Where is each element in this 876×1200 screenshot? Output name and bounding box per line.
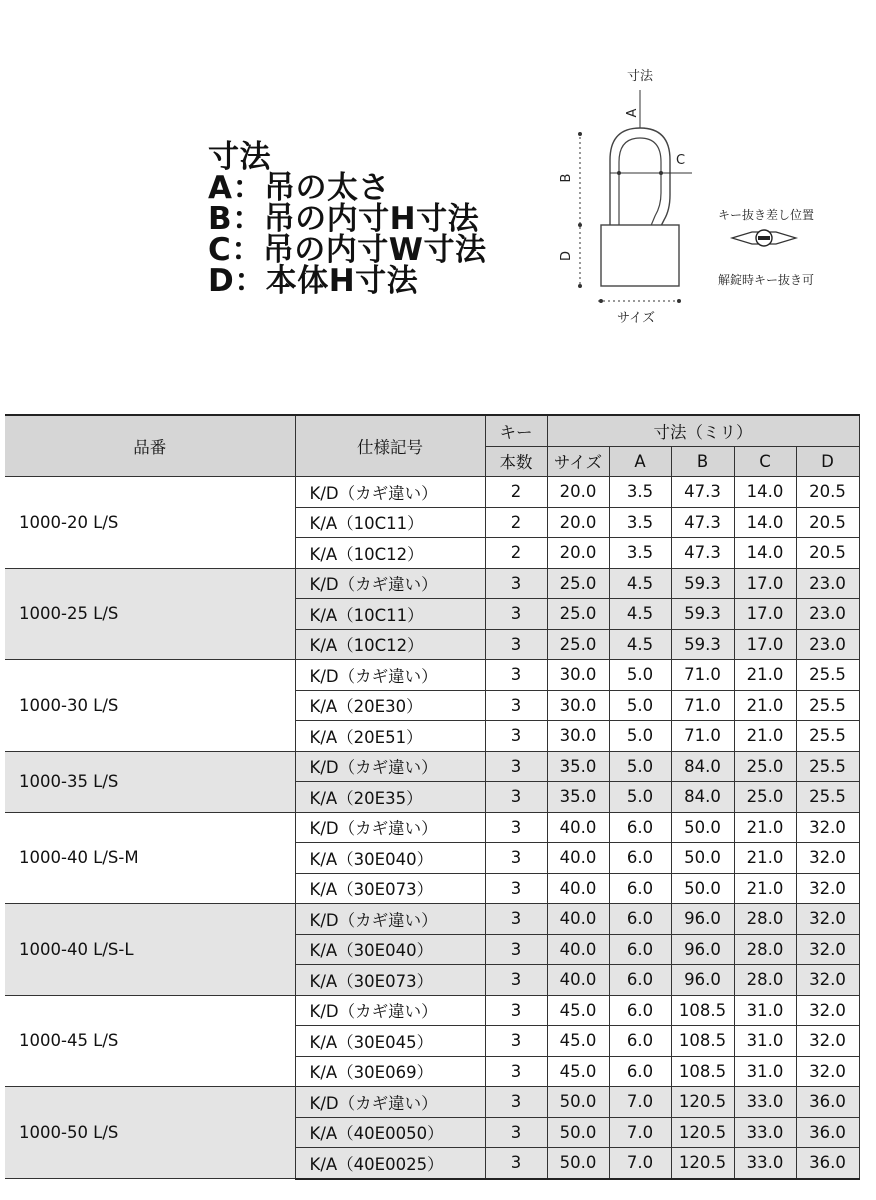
spec-cell: K/D（カギ違い） (295, 660, 485, 691)
spec-cell: K/A（10C12） (295, 629, 485, 660)
spec-cell: K/A（30E069） (295, 1056, 485, 1087)
d-cell: 36.0 (796, 1117, 859, 1148)
b-cell: 84.0 (671, 751, 734, 782)
c-cell: 14.0 (734, 477, 796, 508)
part-number-cell: 1000-50 L/S (5, 1087, 295, 1179)
padlock-drawing (540, 60, 876, 340)
size-cell: 35.0 (547, 782, 609, 813)
a-cell: 5.0 (609, 660, 671, 691)
label-c: C (676, 153, 686, 168)
keys-cell: 3 (485, 751, 547, 782)
a-cell: 3.5 (609, 538, 671, 569)
b-cell: 96.0 (671, 904, 734, 935)
b-cell: 71.0 (671, 660, 734, 691)
table-row (5, 812, 859, 843)
d-cell: 32.0 (796, 965, 859, 996)
header-c: C (734, 446, 796, 477)
c-cell: 21.0 (734, 660, 796, 691)
d-cell: 32.0 (796, 843, 859, 874)
legend-item-c: C：吊の内寸W寸法 (208, 232, 487, 268)
c-cell: 17.0 (734, 629, 796, 660)
b-cell: 59.3 (671, 568, 734, 599)
a-cell: 6.0 (609, 1026, 671, 1057)
d-cell: 36.0 (796, 1148, 859, 1179)
c-cell: 31.0 (734, 1056, 796, 1087)
size-cell: 40.0 (547, 904, 609, 935)
spec-cell: K/D（カギ違い） (295, 812, 485, 843)
key-removal-note: 解錠時キー抜き可 (717, 273, 815, 287)
part-number-cell: 1000-40 L/S-M (5, 812, 295, 904)
b-cell: 50.0 (671, 843, 734, 874)
part-number-cell: 1000-40 L/S-L (5, 904, 295, 996)
table-row (5, 751, 859, 782)
header-b: B (671, 446, 734, 477)
b-cell: 50.0 (671, 873, 734, 904)
d-cell: 20.5 (796, 477, 859, 508)
spec-cell: K/A（30E040） (295, 934, 485, 965)
spec-cell: K/A（30E073） (295, 873, 485, 904)
spec-cell: K/A（20E35） (295, 782, 485, 813)
a-cell: 6.0 (609, 1056, 671, 1087)
size-cell: 40.0 (547, 965, 609, 996)
dim-b-bottom-dot (578, 223, 582, 227)
dim-size-right-dot (677, 299, 681, 303)
keys-cell: 3 (485, 690, 547, 721)
header-dimensions: 寸法（ミリ） (547, 415, 859, 446)
c-cell: 28.0 (734, 965, 796, 996)
a-cell: 5.0 (609, 690, 671, 721)
keys-cell: 3 (485, 934, 547, 965)
keys-cell: 2 (485, 538, 547, 569)
a-cell: 5.0 (609, 721, 671, 752)
d-cell: 32.0 (796, 873, 859, 904)
c-cell: 33.0 (734, 1117, 796, 1148)
spec-cell: K/A（20E51） (295, 721, 485, 752)
shackle-inner (619, 138, 661, 230)
size-cell: 20.0 (547, 477, 609, 508)
header-part-no: 品番 (5, 415, 295, 477)
c-cell: 25.0 (734, 782, 796, 813)
key-position-label: キー抜き差し位置 (717, 208, 815, 222)
spec-cell: K/D（カギ違い） (295, 995, 485, 1026)
size-cell: 40.0 (547, 812, 609, 843)
keys-cell: 3 (485, 1117, 547, 1148)
keys-cell: 3 (485, 629, 547, 660)
header-keys-top: キー (485, 415, 547, 446)
spec-cell: K/A（30E045） (295, 1026, 485, 1057)
b-cell: 71.0 (671, 721, 734, 752)
d-cell: 23.0 (796, 629, 859, 660)
diagram-bottom-label: サイズ (617, 311, 655, 326)
c-cell: 25.0 (734, 751, 796, 782)
keys-cell: 3 (485, 599, 547, 630)
a-cell: 4.5 (609, 568, 671, 599)
d-cell: 23.0 (796, 599, 859, 630)
dim-c-left-dot (617, 171, 621, 175)
dim-d-bottom-dot (578, 284, 582, 288)
b-cell: 120.5 (671, 1148, 734, 1179)
label-d: D (559, 250, 574, 262)
size-cell: 45.0 (547, 1026, 609, 1057)
keys-cell: 2 (485, 507, 547, 538)
table-row (5, 568, 859, 599)
spec-cell: K/A（30E040） (295, 843, 485, 874)
header-d: D (796, 446, 859, 477)
keys-cell: 3 (485, 995, 547, 1026)
keys-cell: 3 (485, 965, 547, 996)
keys-cell: 3 (485, 904, 547, 935)
d-cell: 32.0 (796, 812, 859, 843)
a-cell: 6.0 (609, 995, 671, 1026)
spec-table-body (5, 477, 859, 1179)
d-cell: 25.5 (796, 751, 859, 782)
c-cell: 21.0 (734, 721, 796, 752)
c-cell: 28.0 (734, 904, 796, 935)
size-cell: 45.0 (547, 1056, 609, 1087)
keys-cell: 3 (485, 1056, 547, 1087)
keys-cell: 3 (485, 873, 547, 904)
padlock-diagram (540, 60, 876, 340)
part-number-cell: 1000-35 L/S (5, 751, 295, 812)
a-cell: 6.0 (609, 904, 671, 935)
table-row (5, 1087, 859, 1118)
size-cell: 30.0 (547, 660, 609, 691)
dim-size-left-dot (599, 299, 603, 303)
b-cell: 84.0 (671, 782, 734, 813)
size-cell: 25.0 (547, 599, 609, 630)
a-cell: 4.5 (609, 629, 671, 660)
size-cell: 30.0 (547, 721, 609, 752)
d-cell: 32.0 (796, 934, 859, 965)
spec-cell: K/D（カギ違い） (295, 751, 485, 782)
dim-b-top-dot (578, 132, 582, 136)
c-cell: 21.0 (734, 690, 796, 721)
d-cell: 32.0 (796, 1056, 859, 1087)
keys-cell: 3 (485, 1087, 547, 1118)
keys-cell: 3 (485, 660, 547, 691)
size-cell: 40.0 (547, 873, 609, 904)
d-cell: 25.5 (796, 690, 859, 721)
part-number-cell: 1000-30 L/S (5, 660, 295, 752)
keyhole-icon (732, 230, 796, 246)
size-cell: 40.0 (547, 934, 609, 965)
spec-cell: K/D（カギ違い） (295, 1087, 485, 1118)
a-cell: 7.0 (609, 1148, 671, 1179)
c-cell: 17.0 (734, 599, 796, 630)
header-spec: 仕様記号 (295, 415, 485, 477)
b-cell: 47.3 (671, 507, 734, 538)
header-keys-bottom: 本数 (485, 446, 547, 477)
a-cell: 5.0 (609, 751, 671, 782)
b-cell: 120.5 (671, 1087, 734, 1118)
d-cell: 32.0 (796, 1026, 859, 1057)
dimension-legend (208, 139, 487, 299)
label-b: B (559, 173, 574, 183)
size-cell: 50.0 (547, 1087, 609, 1118)
spec-cell: K/A（40E0025） (295, 1148, 485, 1179)
dim-c-right-dot (659, 171, 663, 175)
c-cell: 31.0 (734, 1026, 796, 1057)
keys-cell: 2 (485, 477, 547, 508)
size-cell: 40.0 (547, 843, 609, 874)
b-cell: 50.0 (671, 812, 734, 843)
size-cell: 35.0 (547, 751, 609, 782)
c-cell: 28.0 (734, 934, 796, 965)
size-cell: 45.0 (547, 995, 609, 1026)
size-cell: 50.0 (547, 1117, 609, 1148)
b-cell: 108.5 (671, 995, 734, 1026)
d-cell: 32.0 (796, 995, 859, 1026)
a-cell: 4.5 (609, 599, 671, 630)
legend-item-d: D：本体H寸法 (208, 263, 419, 299)
spec-cell: K/D（カギ違い） (295, 904, 485, 935)
keys-cell: 3 (485, 721, 547, 752)
b-cell: 59.3 (671, 629, 734, 660)
c-cell: 31.0 (734, 995, 796, 1026)
size-cell: 25.0 (547, 629, 609, 660)
b-cell: 108.5 (671, 1056, 734, 1087)
b-cell: 59.3 (671, 599, 734, 630)
legend-item-b: B：吊の内寸H寸法 (208, 201, 480, 237)
b-cell: 47.3 (671, 477, 734, 508)
header-a: A (609, 446, 671, 477)
a-cell: 6.0 (609, 812, 671, 843)
spec-table (5, 414, 860, 1180)
spec-cell: K/A（10C11） (295, 507, 485, 538)
a-cell: 3.5 (609, 507, 671, 538)
size-cell: 25.0 (547, 568, 609, 599)
size-cell: 30.0 (547, 690, 609, 721)
keys-cell: 3 (485, 782, 547, 813)
size-cell: 50.0 (547, 1148, 609, 1179)
a-cell: 7.0 (609, 1117, 671, 1148)
b-cell: 71.0 (671, 690, 734, 721)
label-a: A (625, 108, 640, 118)
b-cell: 96.0 (671, 934, 734, 965)
header-size: サイズ (547, 446, 609, 477)
b-cell: 120.5 (671, 1117, 734, 1148)
c-cell: 21.0 (734, 843, 796, 874)
legend-item-a: A：吊の太さ (208, 170, 390, 206)
table-row (5, 477, 859, 508)
a-cell: 6.0 (609, 873, 671, 904)
spec-cell: K/D（カギ違い） (295, 477, 485, 508)
c-cell: 21.0 (734, 873, 796, 904)
table-row (5, 995, 859, 1026)
keys-cell: 3 (485, 1026, 547, 1057)
diagram-top-label: 寸法 (626, 69, 654, 84)
d-cell: 36.0 (796, 1087, 859, 1118)
c-cell: 14.0 (734, 507, 796, 538)
spec-cell: K/A（30E073） (295, 965, 485, 996)
a-cell: 6.0 (609, 934, 671, 965)
keys-cell: 3 (485, 568, 547, 599)
c-cell: 33.0 (734, 1148, 796, 1179)
part-number-cell: 1000-25 L/S (5, 568, 295, 660)
d-cell: 25.5 (796, 660, 859, 691)
d-cell: 20.5 (796, 538, 859, 569)
d-cell: 32.0 (796, 904, 859, 935)
keys-cell: 3 (485, 843, 547, 874)
spec-cell: K/A（10C12） (295, 538, 485, 569)
table-row (5, 660, 859, 691)
a-cell: 6.0 (609, 843, 671, 874)
d-cell: 25.5 (796, 782, 859, 813)
spec-cell: K/A（40E0050） (295, 1117, 485, 1148)
c-cell: 14.0 (734, 538, 796, 569)
d-cell: 20.5 (796, 507, 859, 538)
keys-cell: 3 (485, 812, 547, 843)
size-cell: 20.0 (547, 507, 609, 538)
part-number-cell: 1000-45 L/S (5, 995, 295, 1087)
d-cell: 23.0 (796, 568, 859, 599)
a-cell: 3.5 (609, 477, 671, 508)
a-cell: 5.0 (609, 782, 671, 813)
spec-cell: K/A（20E30） (295, 690, 485, 721)
padlock-body (601, 225, 679, 286)
spec-cell: K/D（カギ違い） (295, 568, 485, 599)
c-cell: 21.0 (734, 812, 796, 843)
b-cell: 108.5 (671, 1026, 734, 1057)
legend-title: 寸法 (208, 139, 271, 175)
a-cell: 6.0 (609, 965, 671, 996)
d-cell: 25.5 (796, 721, 859, 752)
c-cell: 33.0 (734, 1087, 796, 1118)
table-row (5, 904, 859, 935)
b-cell: 47.3 (671, 538, 734, 569)
b-cell: 96.0 (671, 965, 734, 996)
keys-cell: 3 (485, 1148, 547, 1179)
a-cell: 7.0 (609, 1087, 671, 1118)
part-number-cell: 1000-20 L/S (5, 477, 295, 569)
spec-cell: K/A（10C11） (295, 599, 485, 630)
size-cell: 20.0 (547, 538, 609, 569)
c-cell: 17.0 (734, 568, 796, 599)
